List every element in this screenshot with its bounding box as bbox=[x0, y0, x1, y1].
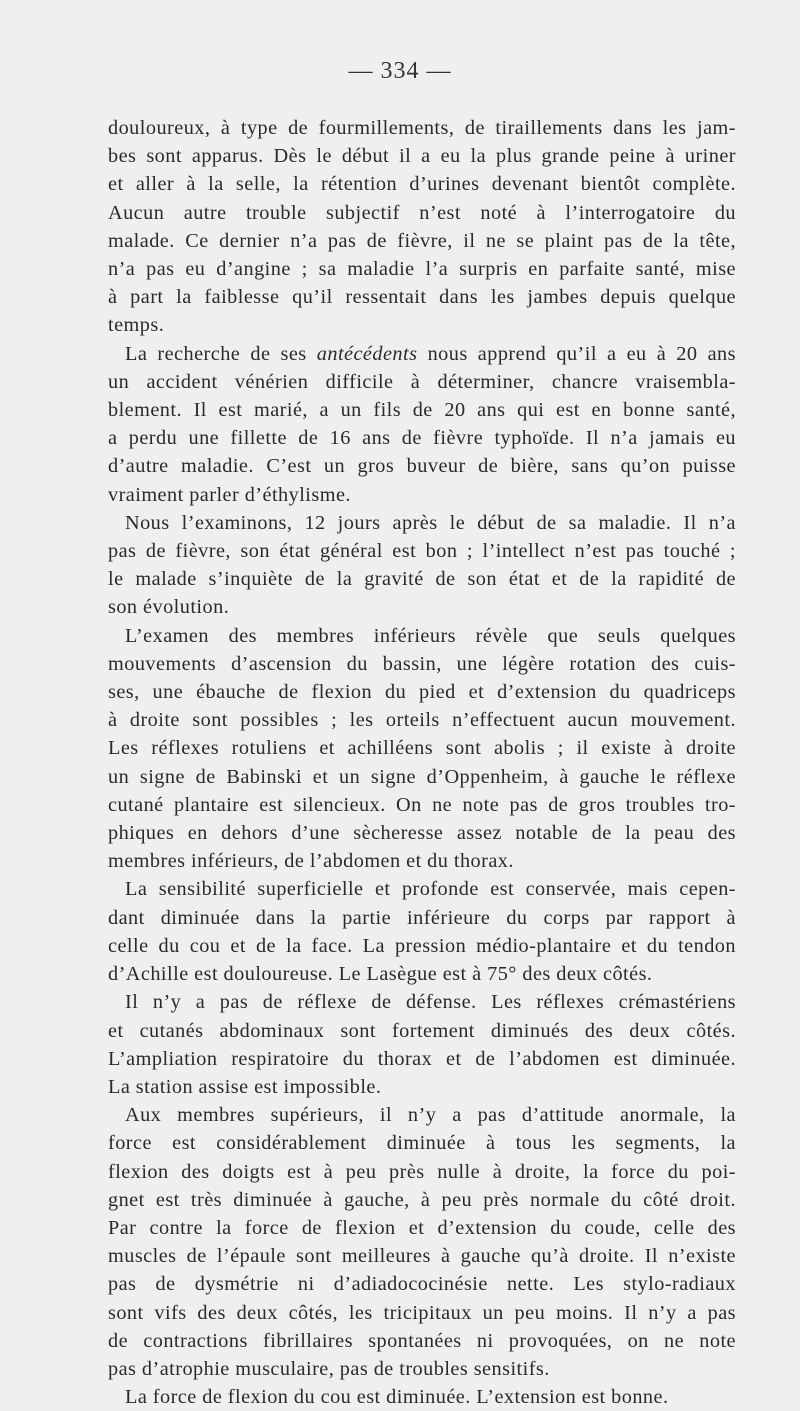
text-line: cutané plantaire est silencieux. On ne note pas de gros troubles tro- bbox=[108, 793, 736, 816]
text-line: son évolution. bbox=[108, 596, 230, 619]
text-line: pas d’atrophie musculaire, pas de troubles sensitifs. bbox=[108, 1357, 550, 1380]
text-line: n’a pas eu d’angine ; sa maladie l’a surpris en parfaite santé, mise bbox=[108, 258, 736, 281]
text-line: dant diminuée dans la partie inférieure du corps par rapport à bbox=[108, 906, 736, 929]
text-line: de contractions fibrillaires spontanées ni provoquées, on ne note bbox=[108, 1329, 736, 1352]
text-line: Par contre la force de flexion et d’extension du coude, celle des bbox=[108, 1216, 736, 1239]
text-line: Aucun autre trouble subjectif n’est noté à l’interrogatoire du bbox=[108, 201, 736, 224]
text-line: le malade s’inquiète de la gravité de son état et de la rapidité de bbox=[108, 568, 736, 591]
text-line: à droite sont possibles ; les orteils n’effectuent aucun mouvement. bbox=[108, 709, 736, 732]
text-line: sont vifs des deux côtés, les tricipitaux un peu moins. Il n’y a pas bbox=[108, 1301, 736, 1324]
text-line: douloureux, à type de fourmillements, de tiraillements dans les jam- bbox=[108, 117, 736, 139]
text-line: La force de flexion du cou est diminuée. L’extension est bonne. bbox=[125, 1386, 669, 1409]
text-line: membres inférieurs, de l’abdomen et du thorax. bbox=[108, 850, 514, 873]
text-line: force est considérablement diminuée à tous les segments, la bbox=[108, 1132, 736, 1155]
text-line: et cutanés abdominaux sont fortement diminués des deux côtés. bbox=[108, 1019, 736, 1042]
text-line: blement. Il est marié, a un fils de 20 ans qui est en bonne santé, bbox=[108, 399, 736, 422]
text-line: celle du cou et de la face. La pression médio-plantaire et du tendon bbox=[108, 934, 736, 957]
text-line: bes sont apparus. Dès le début il a eu la plus grande peine à uriner bbox=[108, 145, 736, 168]
text-line: ses, une ébauche de flexion du pied et d’extension du quadriceps bbox=[108, 681, 736, 704]
text-line: Il n’y a pas de réflexe de défense. Les réflexes crémastériens bbox=[125, 991, 736, 1014]
emphasis-text: antécédents bbox=[316, 342, 418, 365]
text-line: L’ampliation respiratoire du thorax et de l’abdomen est diminuée. bbox=[108, 1047, 736, 1070]
text-line: L’examen des membres inférieurs révèle que seuls quelques bbox=[125, 624, 736, 647]
text-line: vraiment parler d’éthylisme. bbox=[108, 483, 351, 506]
text-line: La sensibilité superficielle et profonde est conservée, mais cepen- bbox=[125, 878, 736, 901]
text-line: phiques en dehors d’une sècheresse assez notable de la peau des bbox=[108, 822, 736, 845]
text-line: pas de dysmétrie ni d’adiadococinésie nette. Les stylo-radiaux bbox=[108, 1273, 736, 1296]
text-line: un signe de Babinski et un signe d’Oppenheim, à gauche le réflexe bbox=[108, 765, 736, 788]
page-number: — 334 — bbox=[348, 58, 452, 84]
body-text bbox=[108, 114, 736, 1411]
text-segment: La recherche de ses bbox=[125, 342, 317, 365]
text-line: d’autre maladie. C’est un gros buveur de bière, sans qu’on puisse bbox=[108, 455, 736, 478]
text-line: d’Achille est douloureuse. Le Lasègue est à 75° des deux côtés. bbox=[108, 963, 653, 986]
text-line: et aller à la selle, la rétention d’urines devenant bientôt complète. bbox=[108, 173, 736, 196]
text-line: a perdu une fillette de 16 ans de fièvre typhoïde. Il n’a jamais eu bbox=[108, 427, 736, 450]
text-line: flexion des doigts est à peu près nulle à droite, la force du poi- bbox=[108, 1160, 736, 1183]
text-line: temps. bbox=[108, 314, 165, 337]
text-line: Les réflexes rotuliens et achilléens sont abolis ; il existe à droite bbox=[108, 737, 736, 760]
text-segment: nous apprend qu’il a eu à 20 ans bbox=[417, 342, 736, 365]
text-line: gnet est très diminuée à gauche, à peu près normale du côté droit. bbox=[108, 1188, 736, 1211]
text-line bbox=[108, 340, 736, 368]
text-line: La station assise est impossible. bbox=[108, 1075, 382, 1098]
text-line: malade. Ce dernier n’a pas de fièvre, il ne se plaint pas de la tête, bbox=[108, 229, 736, 252]
text-line: mouvements d’ascension du bassin, une légère rotation des cuis- bbox=[108, 652, 736, 675]
text-line: muscles de l’épaule sont meilleures à gauche qu’à droite. Il n’existe bbox=[108, 1245, 736, 1268]
text-line: un accident vénérien difficile à déterminer, chancre vraisembla- bbox=[108, 370, 736, 393]
text-line: à part la faiblesse qu’il ressentait dans les jambes depuis quelque bbox=[108, 286, 736, 309]
text-line: Nous l’examinons, 12 jours après le début de sa maladie. Il n’a bbox=[125, 511, 736, 534]
text-line: Aux membres supérieurs, il n’y a pas d’attitude anormale, la bbox=[125, 1104, 736, 1127]
text-line: pas de fièvre, son état général est bon ; l’intellect n’est pas touché ; bbox=[108, 540, 736, 563]
